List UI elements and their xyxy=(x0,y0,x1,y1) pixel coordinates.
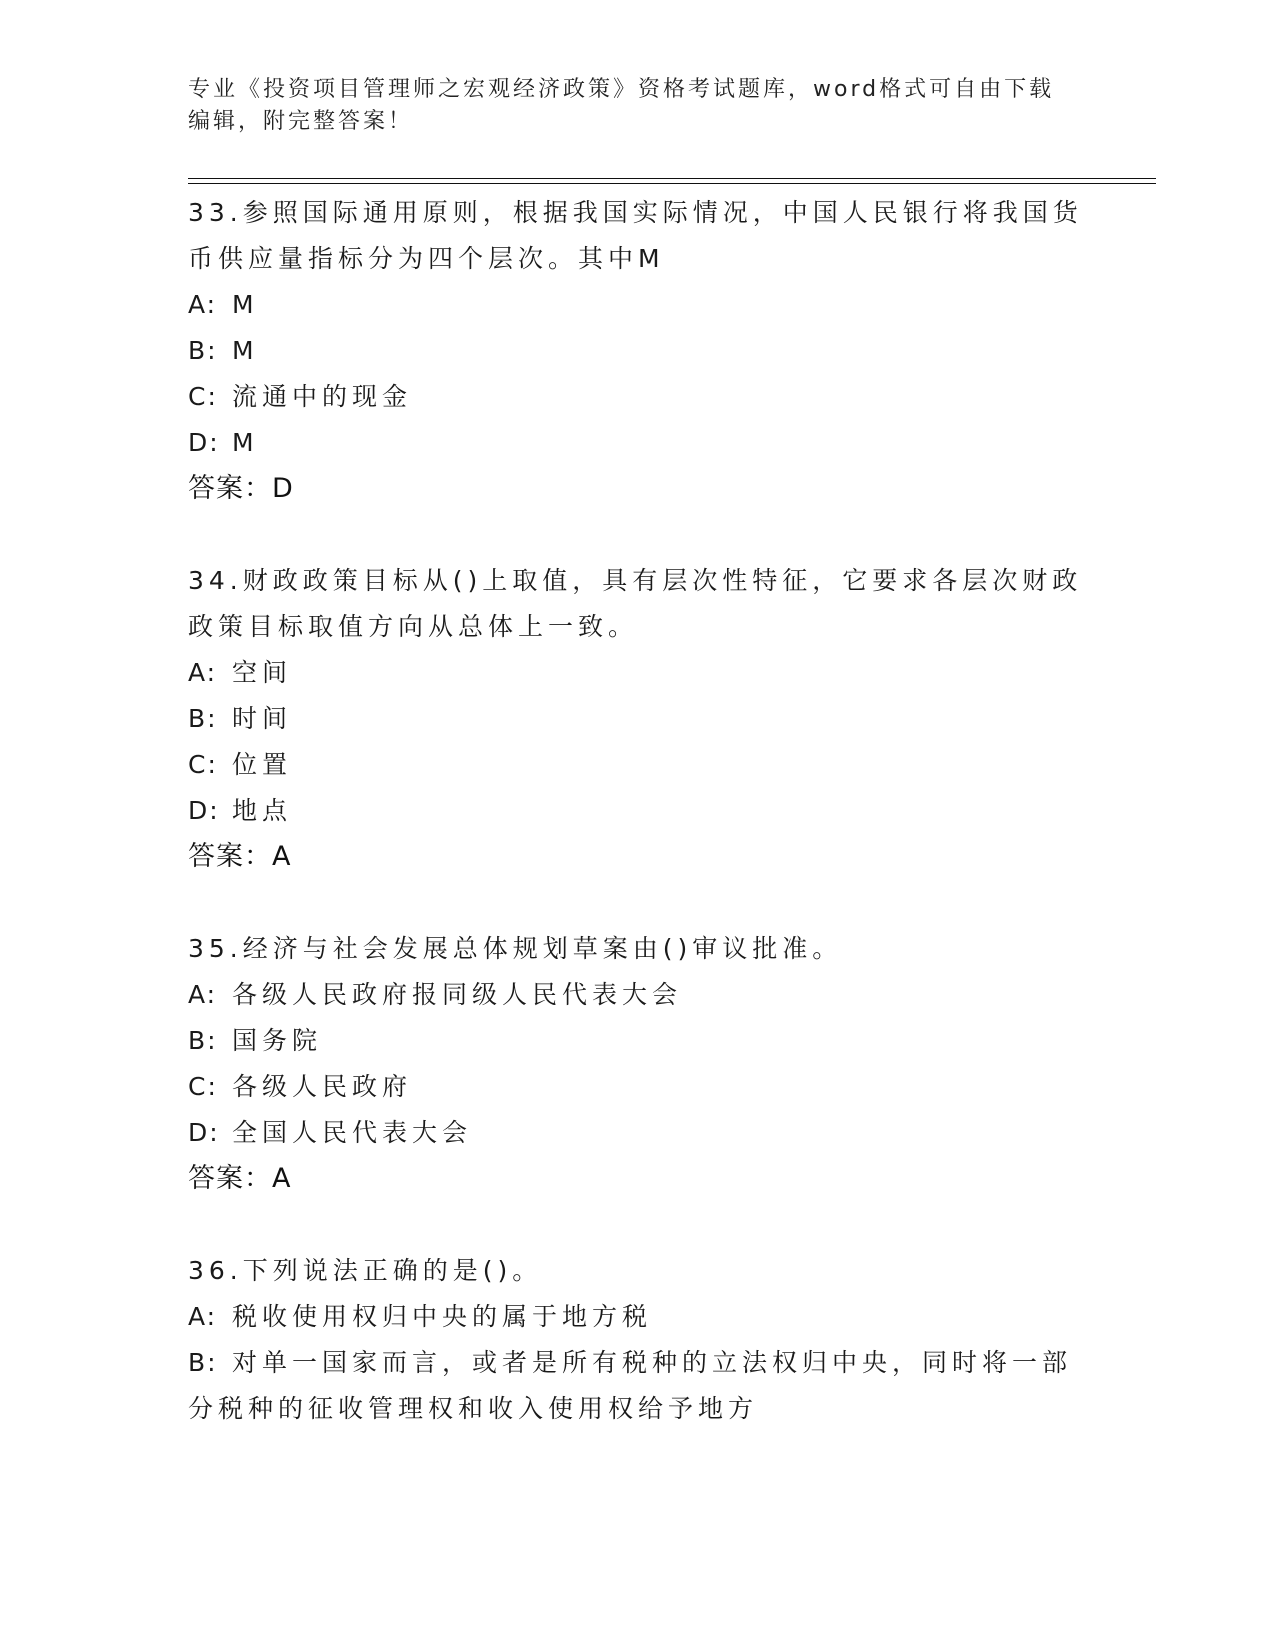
option-letter: C: xyxy=(188,382,218,411)
option-letter: C: xyxy=(188,750,218,779)
option-letter: A: xyxy=(188,658,218,687)
option-a xyxy=(188,282,1088,328)
option-text: 对单一国家而言，或者是所有税种的立法权归中央，同时将一部分税种的征收管理权和收入使用权给予地方 xyxy=(188,1348,1073,1423)
document-header xyxy=(188,74,1068,138)
option-letter: B: xyxy=(188,1348,218,1377)
question-33 xyxy=(188,190,1088,512)
question-34 xyxy=(188,558,1088,880)
option-text: 位置 xyxy=(232,750,293,779)
option-c xyxy=(188,374,1088,420)
question-text: 35.经济与社会发展总体规划草案由()审议批准。 xyxy=(188,934,843,963)
option-text: 各级人民政府 xyxy=(232,1072,413,1101)
option-letter: D: xyxy=(188,428,220,457)
option-letter: A: xyxy=(188,290,218,319)
option-text: 流通中的现金 xyxy=(232,382,413,411)
question-text: 34.财政政策目标从()上取值，具有层次性特征，它要求各层次财政政策目标取值方向从总体上一致。 xyxy=(188,566,1083,641)
question-36 xyxy=(188,1248,1088,1432)
option-text: 国务院 xyxy=(232,1026,323,1055)
option-text: 时间 xyxy=(232,704,293,733)
header-text: 专业《投资项目管理师之宏观经济政策》资格考试题库，word格式可自由下载编辑，附完整答案！ xyxy=(188,77,1055,134)
answer-line: 答案：D xyxy=(188,473,294,504)
option-text: 各级人民政府报同级人民代表大会 xyxy=(232,980,683,1009)
option-letter: B: xyxy=(188,1026,218,1055)
option-b xyxy=(188,328,1088,374)
option-text: 全国人民代表大会 xyxy=(232,1118,473,1147)
question-spacer xyxy=(188,512,1088,558)
option-b xyxy=(188,696,1088,742)
option-c xyxy=(188,1064,1088,1110)
option-b xyxy=(188,1340,1088,1432)
option-text: 地点 xyxy=(232,796,293,825)
option-a xyxy=(188,650,1088,696)
answer-line: 答案：A xyxy=(188,841,292,872)
header-rule-top xyxy=(188,178,1156,179)
option-d xyxy=(188,1110,1088,1156)
option-text: M xyxy=(232,428,259,457)
question-text: 33.参照国际通用原则，根据我国实际情况，中国人民银行将我国货币供应量指标分为四个层次。其中M xyxy=(188,198,1083,273)
question-list xyxy=(188,190,1088,1432)
option-text: 空间 xyxy=(232,658,293,687)
option-letter: D: xyxy=(188,796,220,825)
option-letter: A: xyxy=(188,980,218,1009)
header-rule-bottom xyxy=(188,183,1156,184)
option-a xyxy=(188,972,1088,1018)
option-text: M xyxy=(232,290,259,319)
option-d xyxy=(188,788,1088,834)
question-spacer xyxy=(188,880,1088,926)
question-text: 36.下列说法正确的是()。 xyxy=(188,1256,543,1285)
option-letter: B: xyxy=(188,336,218,365)
option-d xyxy=(188,420,1088,466)
question-35 xyxy=(188,926,1088,1202)
option-text: 税收使用权归中央的属于地方税 xyxy=(232,1302,653,1331)
option-letter: B: xyxy=(188,704,218,733)
question-spacer xyxy=(188,1202,1088,1248)
option-letter: A: xyxy=(188,1302,218,1331)
option-b xyxy=(188,1018,1088,1064)
option-text: M xyxy=(232,336,259,365)
answer-line: 答案：A xyxy=(188,1163,292,1194)
option-letter: D: xyxy=(188,1118,220,1147)
option-a xyxy=(188,1294,1088,1340)
option-c xyxy=(188,742,1088,788)
option-letter: C: xyxy=(188,1072,218,1101)
